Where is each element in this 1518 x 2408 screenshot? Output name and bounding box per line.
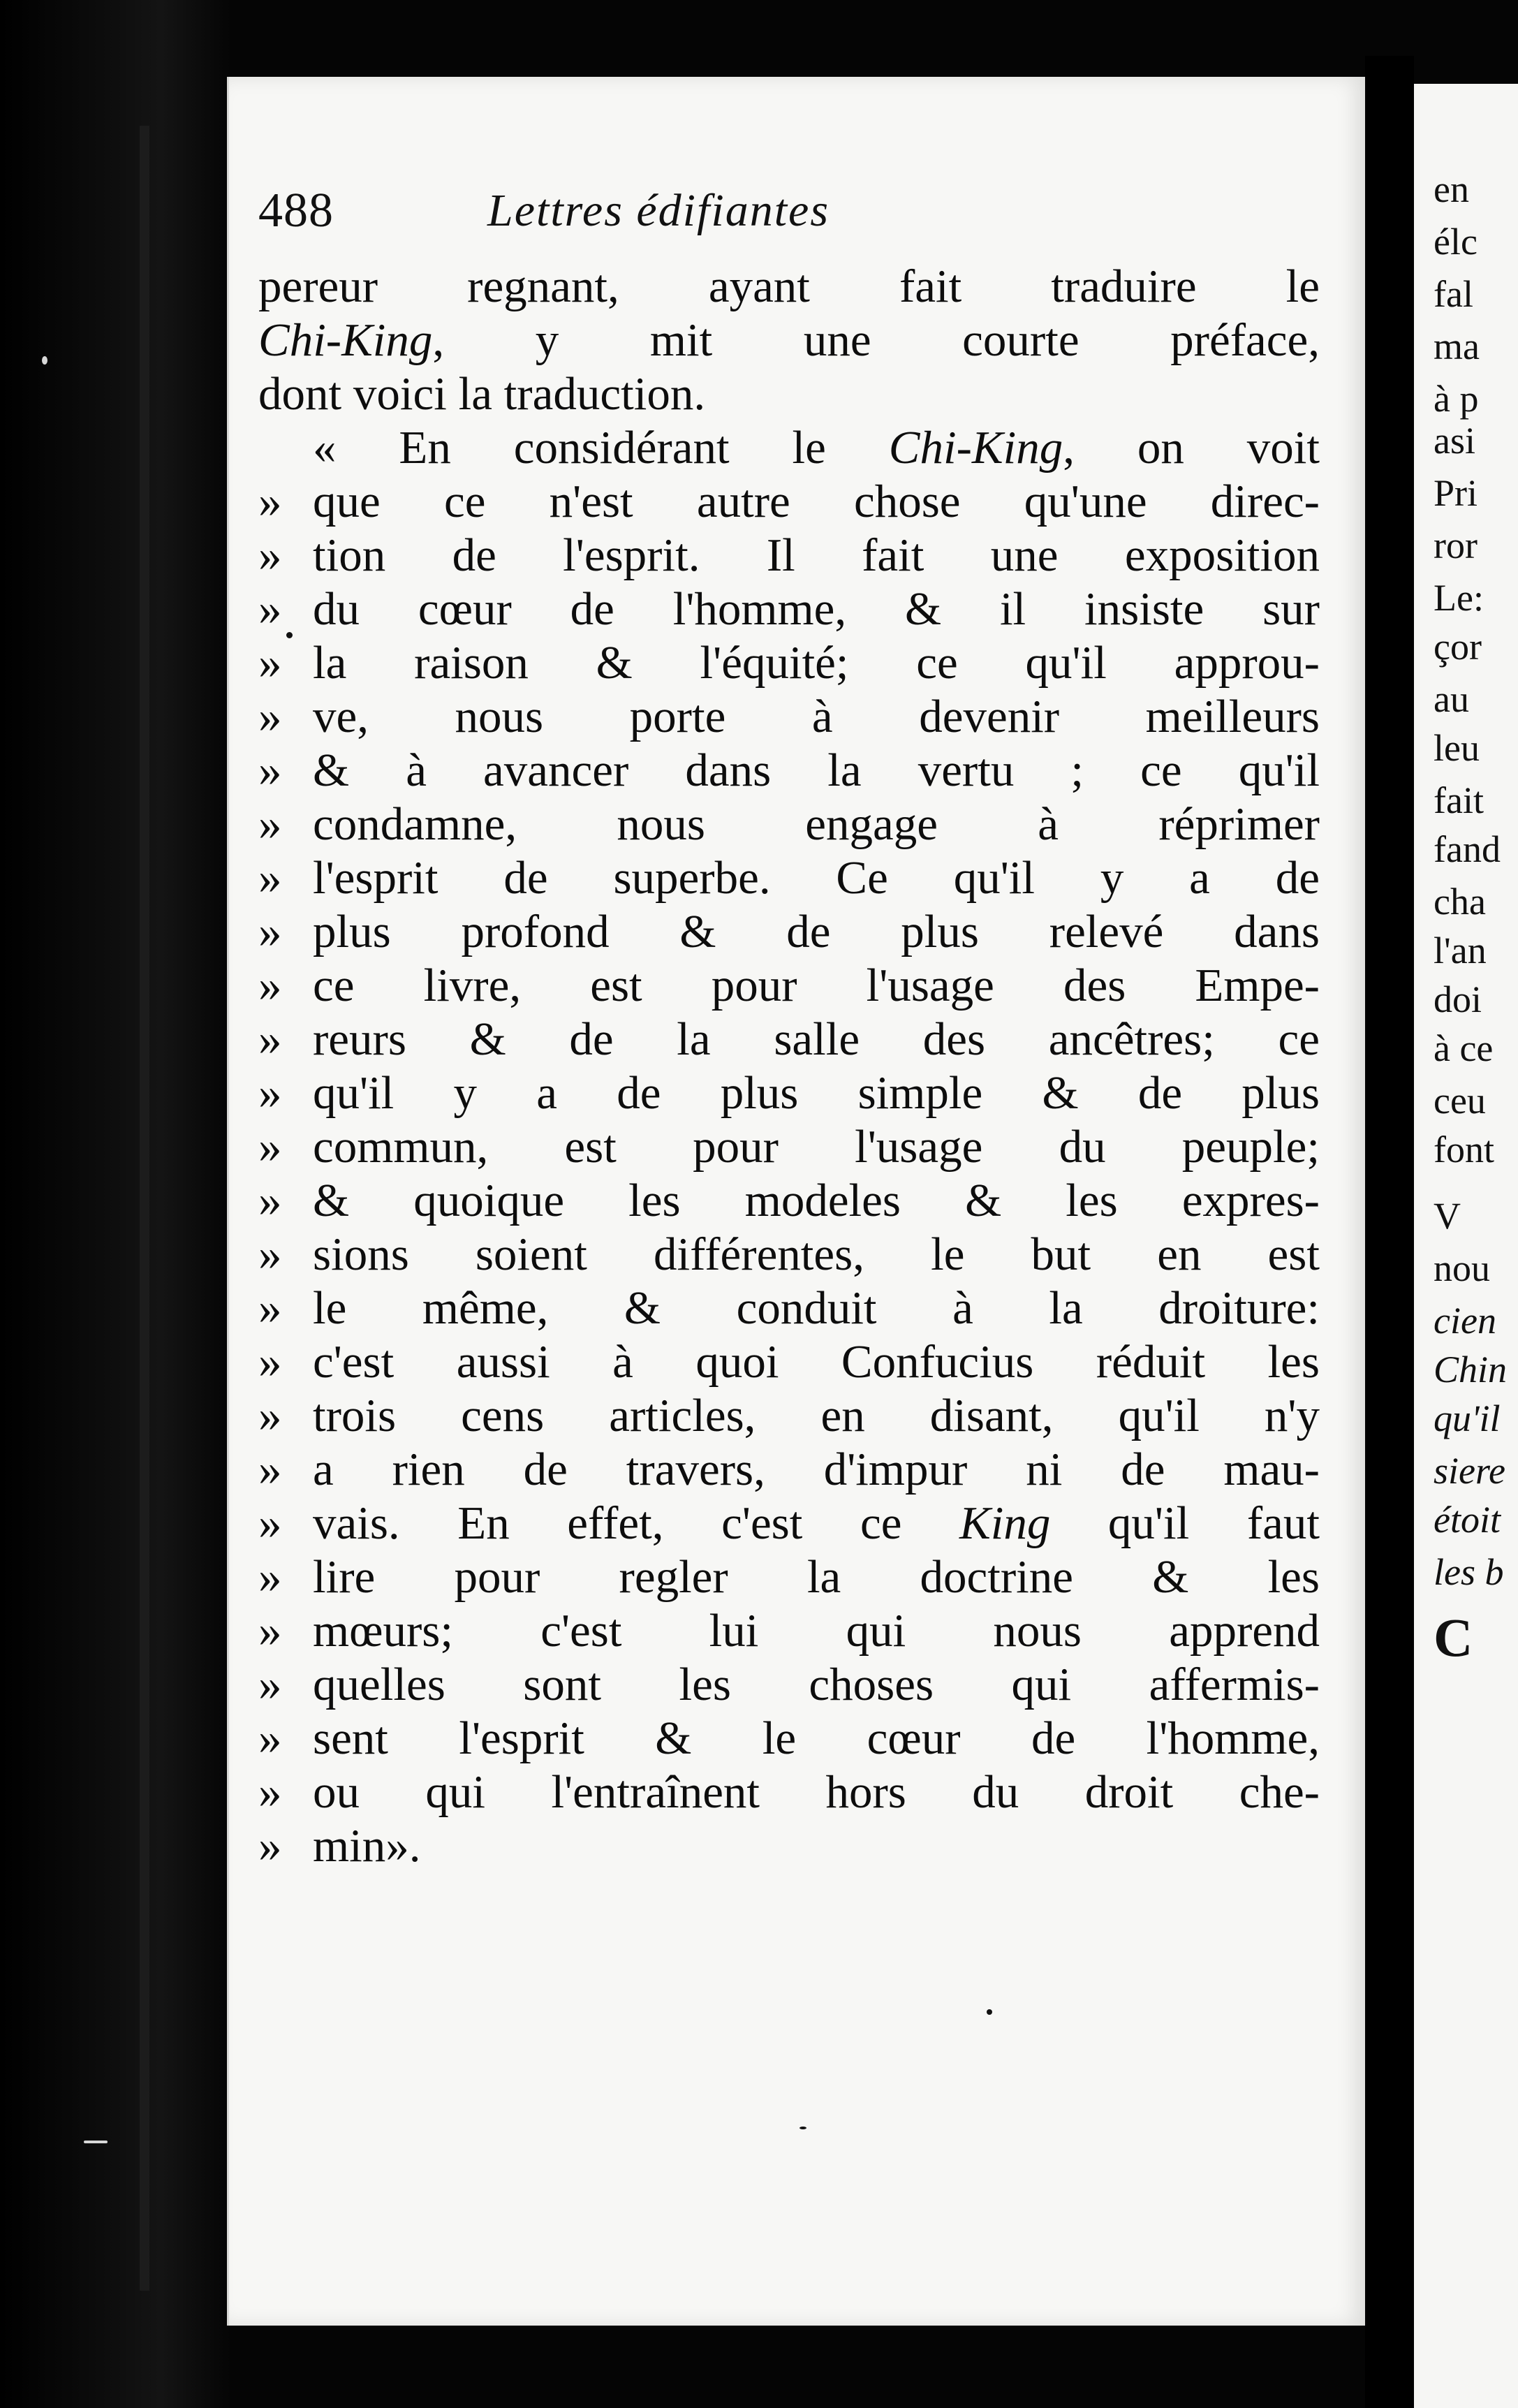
scan-speck — [286, 632, 293, 638]
book-binding — [0, 0, 230, 2408]
quote-mark: » — [258, 852, 282, 904]
quote-text: ce livre, est pour l'usage des Empe- — [313, 960, 1320, 1011]
quote-text: sions soient différentes, le but en est — [313, 1228, 1320, 1280]
quote-line — [258, 1443, 1320, 1497]
quote-mark: » — [258, 1551, 282, 1603]
quote-mark: » — [258, 1121, 282, 1173]
quote-mark: » — [258, 1605, 282, 1657]
text-line: pereur regnant, ayant fait traduire le — [258, 260, 1320, 312]
quote-line: » min». — [258, 1820, 421, 1872]
right-page-fragment-line: ceu — [1434, 1080, 1486, 1122]
right-page-fragment-line: fand — [1434, 828, 1501, 870]
right-page-fragment-line: cien — [1434, 1300, 1496, 1342]
quote-text: c'est aussi à quoi Confucius réduit les — [313, 1336, 1320, 1388]
quote-text: lire pour regler la doctrine & les — [313, 1551, 1320, 1603]
quote-line — [258, 905, 1320, 959]
quote-mark: » — [258, 1336, 282, 1388]
quote-text: trois cens articles, en disant, qu'il n'y — [313, 1390, 1320, 1441]
quote-text: condamne, nous engage à réprimer — [313, 798, 1320, 850]
quote-line — [258, 1228, 1320, 1282]
right-page-fragment-line: cha — [1434, 881, 1486, 923]
right-page-fragment-line: nou — [1434, 1247, 1490, 1289]
quote-line — [258, 475, 1320, 529]
quote-line: » vais. En effet, c'est ce King qu'il faut — [258, 1497, 1320, 1549]
quote-text: a rien de travers, d'impur ni de mau- — [313, 1444, 1320, 1495]
right-page-fragment-line: en — [1434, 168, 1469, 210]
quote-line — [258, 1765, 1320, 1819]
quote-line — [258, 1174, 1320, 1228]
quote-mark: » — [258, 906, 282, 957]
page-number: 488 — [258, 184, 334, 237]
quote-line — [258, 636, 1320, 690]
quote-text: reurs & de la salle des ancêtres; ce — [313, 1013, 1320, 1065]
quote-mark: » — [258, 1444, 282, 1495]
quote-line — [258, 1658, 1320, 1712]
right-page-fragment-line: çor — [1434, 626, 1482, 668]
quote-line — [258, 1604, 1320, 1658]
quote-text: qu'il y a de plus simple & de plus — [313, 1067, 1320, 1119]
quote-line — [258, 1712, 1320, 1765]
quote-mark: » — [258, 1390, 282, 1441]
quote-text: du cœur de l'homme, & il insiste sur — [313, 583, 1320, 635]
right-page-fragment-line: doi — [1434, 978, 1482, 1020]
quote-text: l'esprit de superbe. Ce qu'il y a de — [313, 852, 1320, 904]
quote-line — [258, 690, 1320, 744]
page-header — [258, 183, 1327, 253]
right-page-fragment-line: Le: — [1434, 577, 1484, 619]
quote-line: « En considérant le Chi-King, on voit — [313, 422, 1320, 473]
quote-line — [258, 582, 1320, 636]
scan-speck — [42, 356, 47, 365]
right-page-fragment-line: élc — [1434, 221, 1478, 263]
quote-text: sent l'esprit & le cœur de l'homme, — [313, 1712, 1320, 1764]
quote-text: & à avancer dans la vertu ; ce qu'il — [313, 744, 1320, 796]
right-page-fragment-line: à ce — [1434, 1027, 1494, 1069]
text-line: Chi-King, y mit une courte préface, — [258, 314, 1320, 366]
quote-mark: » — [258, 1175, 282, 1226]
right-page-fragment-line: qu'il — [1434, 1397, 1501, 1439]
quote-text: mœurs; c'est lui qui nous apprend — [313, 1605, 1320, 1657]
right-page-fragment-line: l'an — [1434, 930, 1487, 971]
right-page-fragment-line: à p — [1434, 378, 1479, 420]
quote-mark: » — [258, 1282, 282, 1334]
right-page-fragment-line: fal — [1434, 273, 1473, 315]
quote-line — [258, 1120, 1320, 1174]
quote-text: & quoique les modeles & les expres- — [313, 1175, 1320, 1226]
right-page-fragment-line: font — [1434, 1129, 1494, 1170]
quote-line — [258, 851, 1320, 905]
quote-mark: » — [258, 529, 282, 581]
quote-text: le même, & conduit à la droiture: — [313, 1282, 1320, 1334]
running-title: Lettres édifiantes — [487, 185, 830, 236]
quote-line — [258, 1282, 1320, 1335]
scan-speck — [987, 2009, 992, 2015]
quote-mark: » — [258, 1067, 282, 1119]
body-text — [258, 260, 1320, 1873]
quote-line — [258, 1066, 1320, 1120]
quote-line — [258, 959, 1320, 1013]
quote-text: commun, est pour l'usage du peuple; — [313, 1121, 1320, 1173]
right-page-fragment-line: V — [1434, 1195, 1461, 1237]
right-page-fragment-line: leu — [1434, 727, 1480, 769]
quote-mark: » — [258, 1228, 282, 1280]
quote-tail-lines — [258, 1550, 1320, 1819]
quote-mark: » — [258, 1712, 282, 1764]
quote-line — [258, 1335, 1320, 1389]
quote-mark: » — [258, 476, 282, 527]
quote-text: plus profond & de plus relevé dans — [313, 906, 1320, 957]
quote-mark: » — [258, 583, 282, 635]
right-page-fragment-line: ma — [1434, 325, 1480, 367]
quote-line — [258, 1550, 1320, 1604]
quote-text: ve, nous porte à devenir meilleurs — [313, 691, 1320, 742]
right-page-fragment — [1414, 84, 1518, 2408]
text-line: dont voici la traduction. — [258, 368, 706, 420]
quote-mark: » — [258, 1013, 282, 1065]
quote-text: ou qui l'entraînent hors du droit che- — [313, 1766, 1320, 1818]
scan-speck — [799, 2127, 806, 2129]
quote-line — [258, 1389, 1320, 1443]
quote-line — [258, 744, 1320, 798]
right-page-fragment-line: Pri — [1434, 472, 1478, 514]
page-gutter — [1365, 56, 1414, 2408]
right-page-fragment-line: C — [1434, 1607, 1473, 1668]
quote-text: quelles sont les choses qui affermis- — [313, 1659, 1320, 1710]
binding-edge — [140, 126, 149, 2291]
right-page-fragment-line: ror — [1434, 524, 1478, 566]
right-page-fragment-line: les b — [1434, 1551, 1504, 1593]
quote-mark: » — [258, 1766, 282, 1818]
quote-line — [258, 798, 1320, 851]
right-page-fragment-line: étoit — [1434, 1499, 1501, 1541]
right-page-fragment-line: asi — [1434, 420, 1475, 462]
quote-line — [258, 1013, 1320, 1066]
quote-mark: » — [258, 637, 282, 689]
right-page-fragment-line: fait — [1434, 779, 1484, 821]
quote-mark: » — [258, 1659, 282, 1710]
quote-lines — [258, 475, 1320, 1497]
quote-mark: » — [258, 691, 282, 742]
quote-text: tion de l'esprit. Il fait une exposition — [313, 529, 1320, 581]
quote-line — [258, 529, 1320, 582]
scan-speck — [84, 2141, 108, 2143]
right-page-fragment-line: au — [1434, 678, 1469, 720]
right-page-fragment-line: Chin — [1434, 1349, 1508, 1390]
quote-mark: » — [258, 960, 282, 1011]
quote-text: que ce n'est autre chose qu'une direc- — [313, 476, 1320, 527]
right-page-fragment-line: siere — [1434, 1450, 1505, 1492]
quote-mark: » — [258, 798, 282, 850]
quote-text: la raison & l'équité; ce qu'il approu- — [313, 637, 1320, 689]
quote-mark: » — [258, 744, 282, 796]
